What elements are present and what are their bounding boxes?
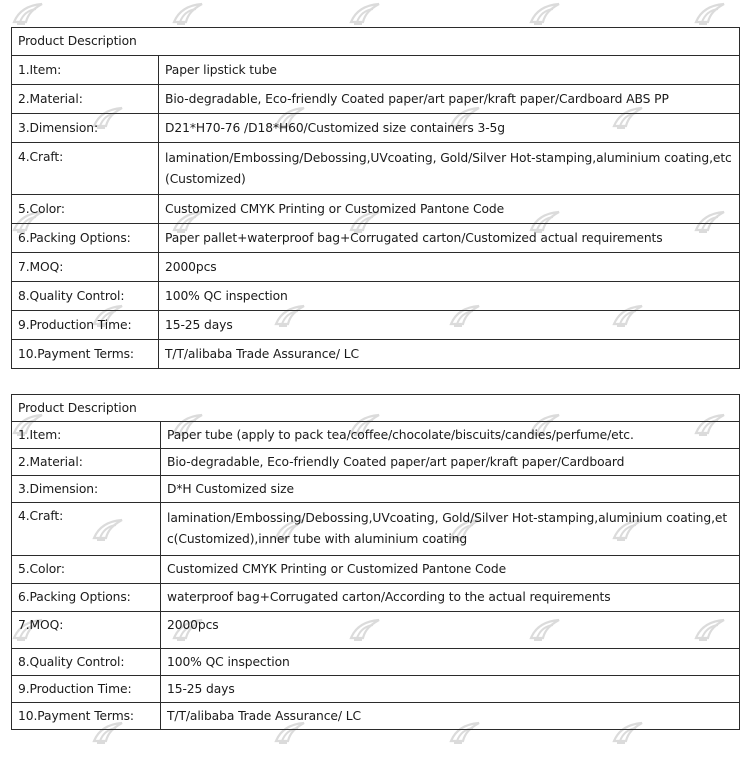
product-description-table-2 [11,394,740,730]
row-value: Paper tube (apply to pack tea/coffee/chocolate/biscuits/candies/perfume/etc. [161,422,740,449]
table-row [12,224,740,253]
row-label: 9.Production Time: [12,676,161,703]
row-value: Paper lipstick tube [159,56,740,85]
row-value: T/T/alibaba Trade Assurance/ LC [161,703,740,730]
leaf-logo-watermark-icon [693,2,727,26]
row-label: 4.Craft: [12,503,161,556]
table-row [12,676,740,703]
row-label: 1.Item: [12,56,159,85]
table-row [12,56,740,85]
table-row [12,253,740,282]
row-value: Bio-degradable, Eco-friendly Coated paper/art paper/kraft paper/Cardboard [161,449,740,476]
row-label: 4.Craft: [12,143,159,195]
row-value: Paper pallet+waterproof bag+Corrugated carton/Customized actual requirements [159,224,740,253]
table-row [12,503,740,556]
table-row [12,703,740,730]
row-label: 6.Packing Options: [12,584,161,612]
row-label: 10.Payment Terms: [12,340,159,369]
row-value: D21*H70-76 /D18*H60/Customized size containers 3-5g [159,114,740,143]
table-row [12,340,740,369]
table-row [12,282,740,311]
table-row [12,311,740,340]
row-value: lamination/Embossing/Debossing,UVcoating, Gold/Silver Hot-stamping,aluminium coating,etc(Customized),inner tube with aluminium coating [161,503,740,556]
row-label: 2.Material: [12,449,161,476]
product-description-table-1 [11,27,740,369]
table-row [12,85,740,114]
table-row [12,143,740,195]
row-value: 100% QC inspection [159,282,740,311]
table-header: Product Description [12,395,740,422]
row-label: 8.Quality Control: [12,649,161,676]
row-value: 2000pcs [159,253,740,282]
table-row [12,612,740,649]
table-header: Product Description [12,28,740,56]
leaf-logo-watermark-icon [11,2,45,26]
row-label: 1.Item: [12,422,161,449]
table-row [12,584,740,612]
row-value: Customized CMYK Printing or Customized Pantone Code [159,195,740,224]
leaf-logo-watermark-icon [171,2,205,26]
row-value: D*H Customized size [161,476,740,503]
table-row [12,476,740,503]
row-value: 100% QC inspection [161,649,740,676]
row-label: 7.MOQ: [12,612,161,649]
row-value: lamination/Embossing/Debossing,UVcoating, Gold/Silver Hot-stamping,aluminium coating,etc(Customized) [159,143,740,195]
row-label: 9.Production Time: [12,311,159,340]
row-label: 7.MOQ: [12,253,159,282]
row-label: 5.Color: [12,556,161,584]
row-value: 15-25 days [161,676,740,703]
row-value: 15-25 days [159,311,740,340]
row-value: Customized CMYK Printing or Customized Pantone Code [161,556,740,584]
row-label: 3.Dimension: [12,114,159,143]
row-label: 6.Packing Options: [12,224,159,253]
row-label: 10.Payment Terms: [12,703,161,730]
table-row [12,449,740,476]
row-label: 8.Quality Control: [12,282,159,311]
table-row [12,556,740,584]
row-label: 2.Material: [12,85,159,114]
row-value: waterproof bag+Corrugated carton/According to the actual requirements [161,584,740,612]
row-value: Bio-degradable, Eco-friendly Coated paper/art paper/kraft paper/Cardboard ABS PP [159,85,740,114]
table-row [12,422,740,449]
row-label: 5.Color: [12,195,159,224]
row-value: T/T/alibaba Trade Assurance/ LC [159,340,740,369]
table-row [12,195,740,224]
row-label: 3.Dimension: [12,476,161,503]
row-value: 2000pcs [161,612,740,649]
leaf-logo-watermark-icon [528,2,562,26]
table-row [12,649,740,676]
table-row [12,114,740,143]
leaf-logo-watermark-icon [348,2,382,26]
